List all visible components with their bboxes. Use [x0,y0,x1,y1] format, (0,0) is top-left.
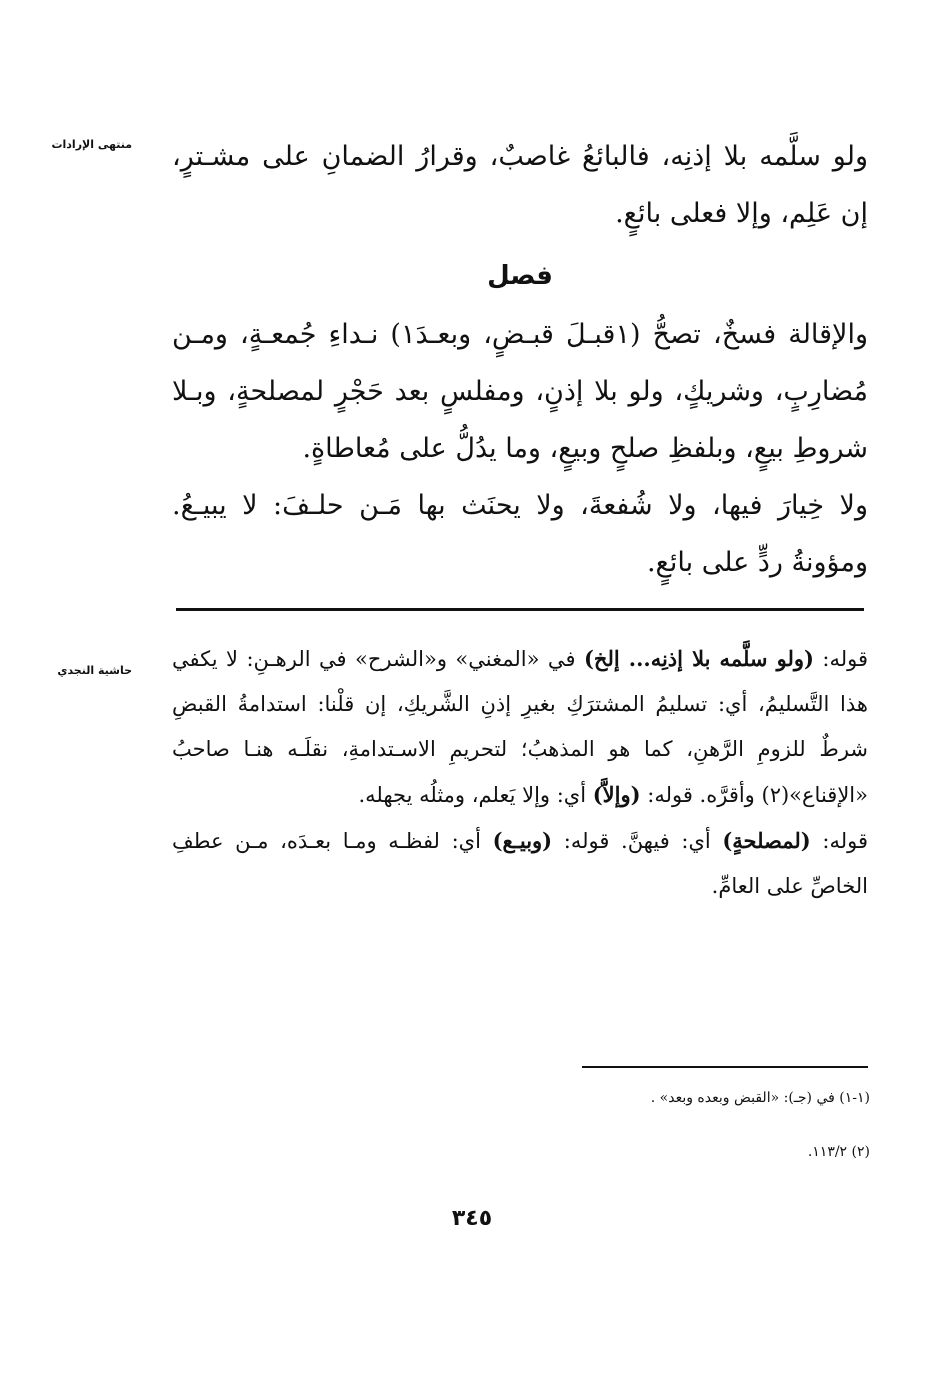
commentary-1-a: قوله: [813,647,869,671]
commentary-paragraph-2 [172,818,868,909]
commentary-2-lemma: (لمصلحةٍ) [722,828,811,853]
commentary-paragraph-1 [172,636,868,818]
section-title: فصل [487,261,553,291]
footnotes [560,1088,870,1196]
commentary-2-a: قوله: [810,829,869,853]
commentary-1-lemma: (ولو سلَّمه بلا إذنِه... إلخ) [583,646,814,671]
main-text [172,128,868,591]
commentary-2-c: أي: فيهنَّ. قوله: [552,829,723,853]
footnote-1: (١-١) في (جـ): «القبض وبعده وبعد» . [650,1090,870,1106]
commentary [172,636,868,909]
footnote-rule [582,1066,868,1068]
margin-label-commentary: حاشية النجدي [57,664,132,677]
commentary-2-lemma-2: (وبيـع) [492,828,553,853]
margin-label-source: منتهى الإرادات [51,138,132,151]
separator-rule [176,608,864,611]
commentary-1-e: أي: وإلا يَعلم، ومثلُه يجهله. [358,783,593,807]
footnote-2: (٢) ١١٣/٢. [807,1144,870,1160]
main-paragraph-3: ولا خِيارَ فيها، ولا شُفعةَ، ولا يحنَث بها مَـن حلـفَ: لا يبيـعُ. ومؤونةُ ردٍّ على بائعٍ. [172,490,868,578]
page-number: ٣٤٥ [451,1206,493,1231]
commentary-2-e: أي: لفظـه ومـا بعـدَه، مـن عطفِ الخاصِّ على العامِّ. [172,829,868,898]
main-paragraph-1: ولو سلَّمه بلا إذنِه، فالبائعُ غاصبٌ، وقرارُ الضمانِ على مشـترٍ، إن عَلِم، وإلا فعلى بائعٍ. [172,141,868,229]
commentary-1-c: في «المغني» و«الشرح» في الرهـنِ: لا يكفي هذا التَّسليمُ، أي: تسليمُ المشترَكِ بغيرِ إذنِ الشَّريكِ، إن قلْنا: استدامةُ القبضِ شرطٌ للزومِ الرَّهنِ، كما هو المذهبُ؛ لتحريمِ الاسـتدامةِ، نقلَـه هنـا صاحبُ «الإقناع»(٢) وأقرَّه. قوله: [172,647,868,807]
main-paragraph-2: والإقالة فسخٌ، تصحُّ (١قبـلَ قبـضٍ، وبعـدَ١) نـداءِ جُمعـةٍ، ومـن مُضارِبٍ، وشريكٍ، ولو بلا إذنٍ، ومفلسٍ بعد حَجْرٍ لمصلحةٍ، وبـلا شروطِ بيعٍ، وبلفظِ صلحٍ وبيعٍ، وما يدُلُّ على مُعاطاةٍ. [172,319,868,464]
commentary-1-lemma-2: (وإلاَّ) [592,782,641,807]
